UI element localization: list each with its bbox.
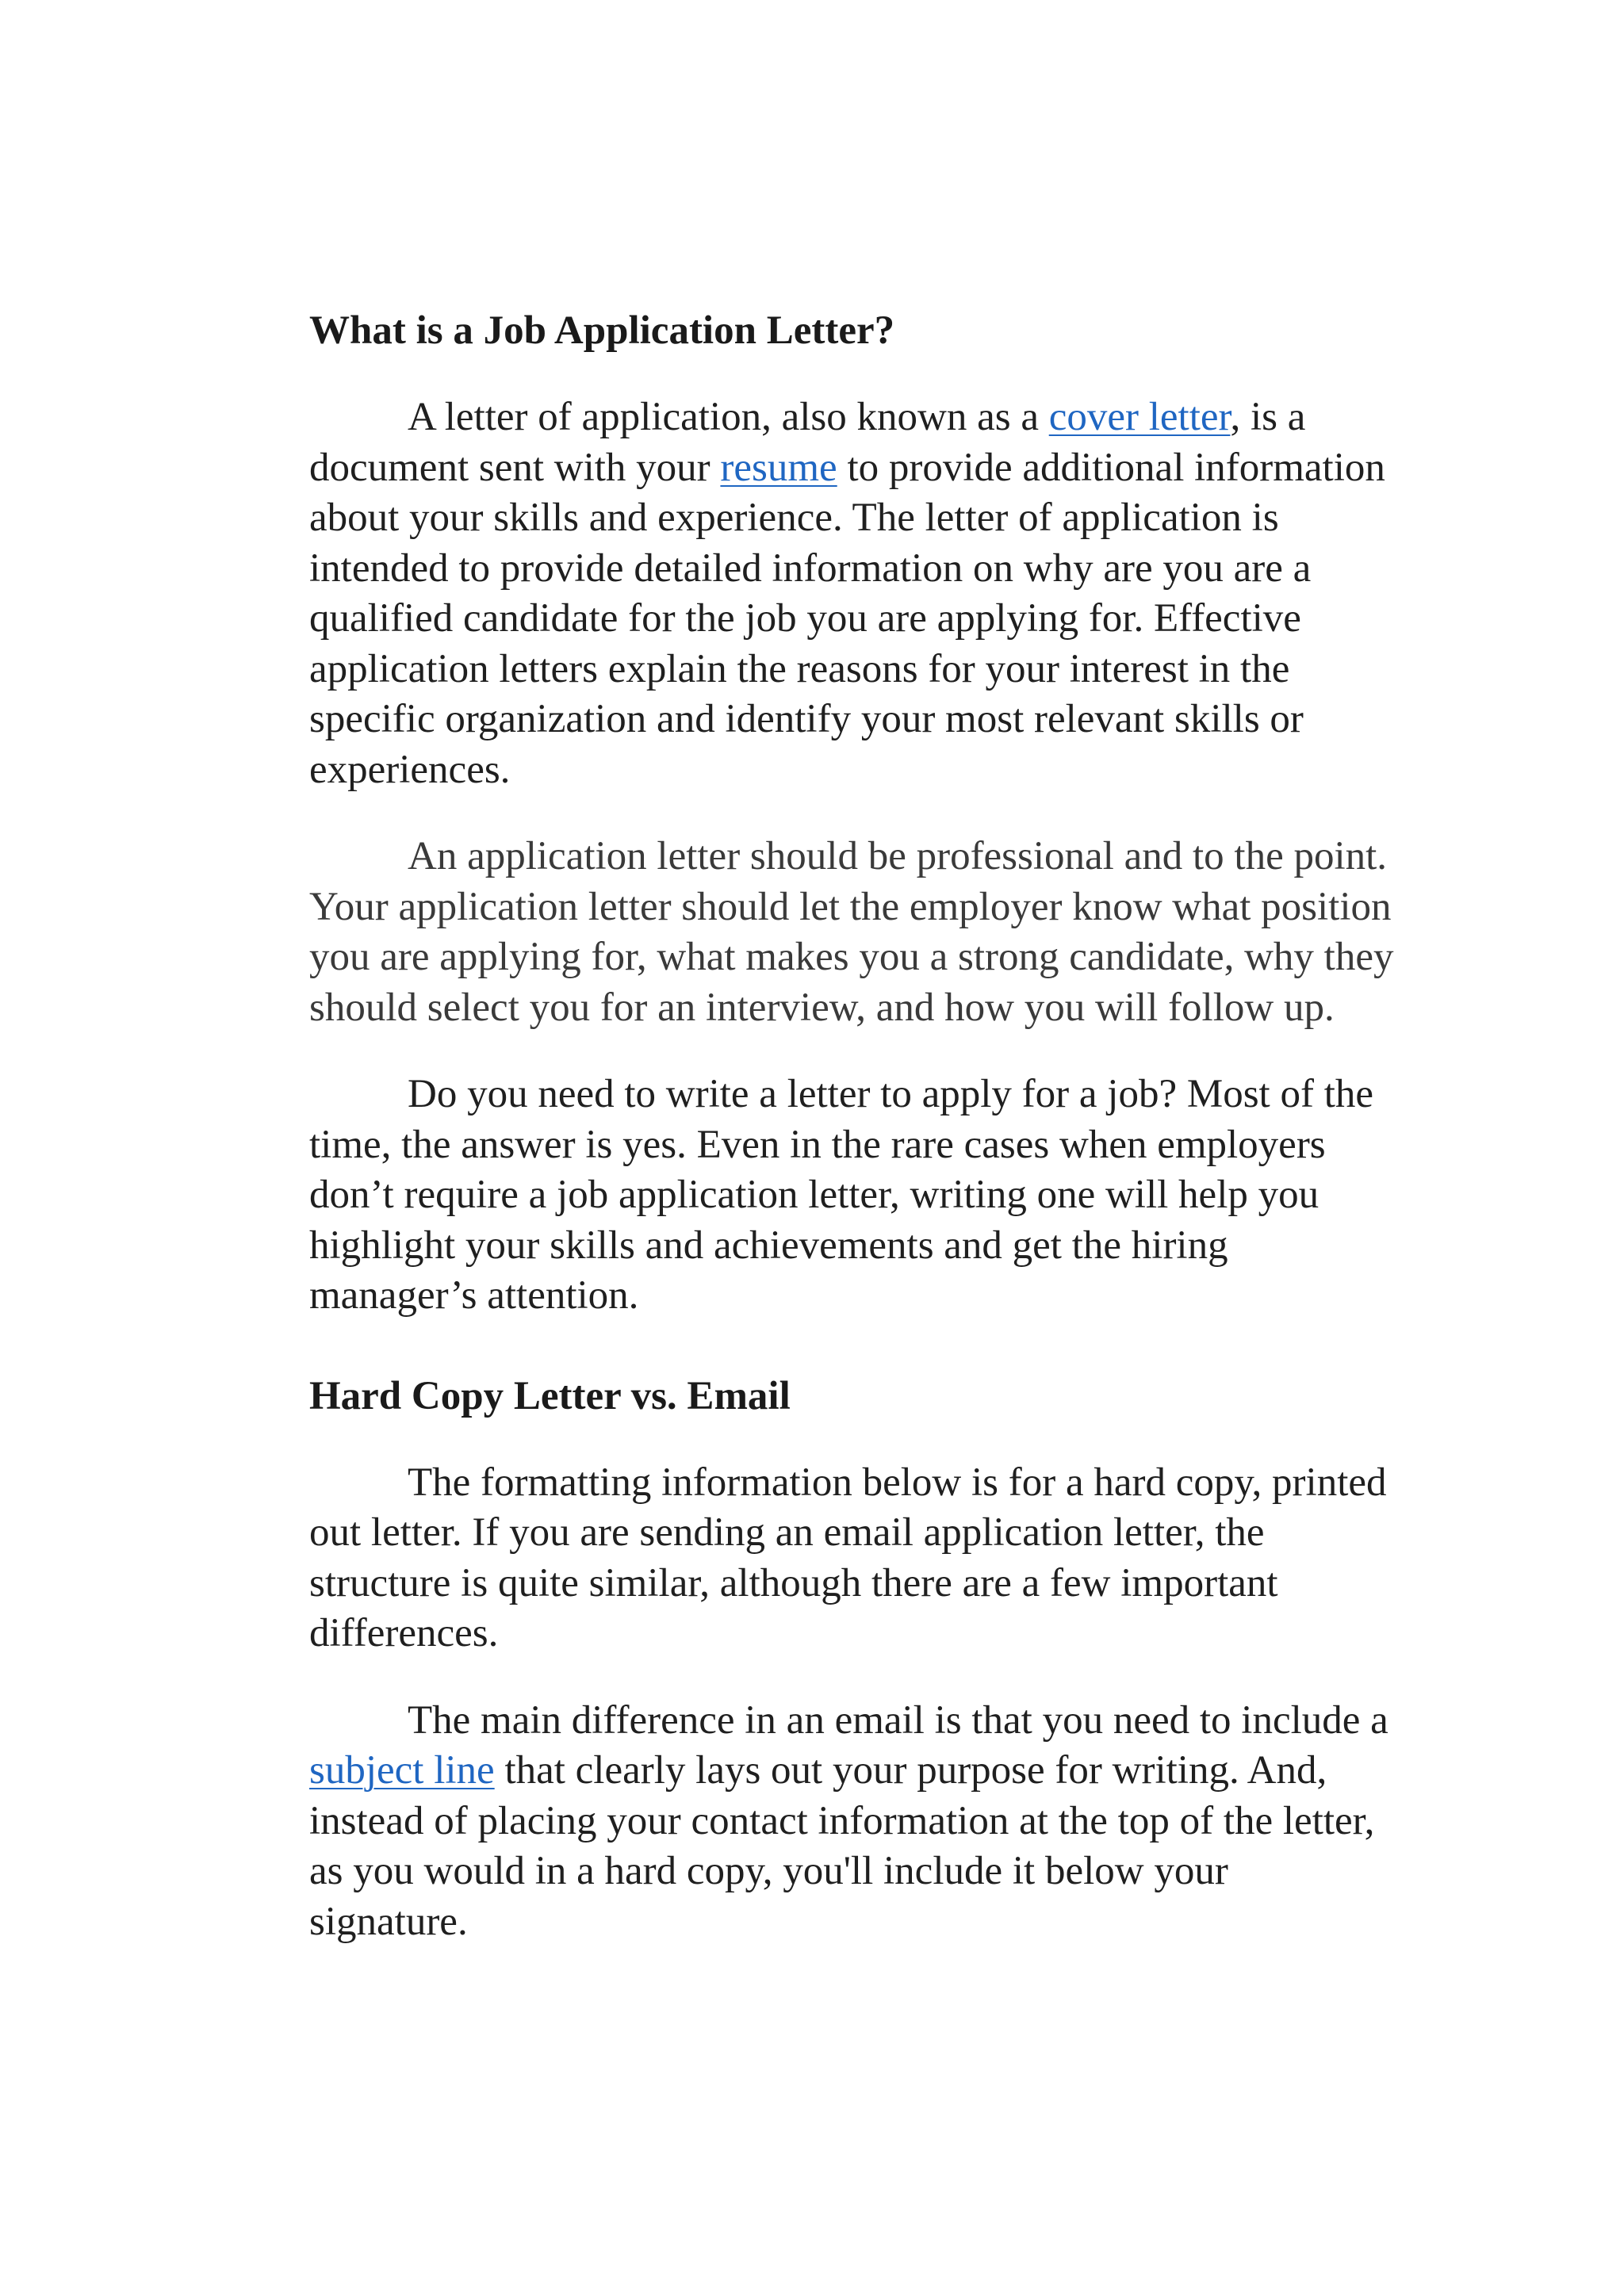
paragraph-email-difference [309, 1696, 1396, 1948]
paragraph-email-text-2: that clearly lays out your purpose for writing. And, instead of placing your contact information at the top of the letter, as you would in a hard copy, you'll include it below your signature. [309, 1748, 1375, 1944]
resume-link[interactable]: resume [720, 445, 837, 490]
heading-what-is-job-application-letter: What is a Job Application Letter? [309, 308, 895, 353]
paragraph-intro-text-2: , is a document sent with your [309, 395, 1306, 490]
paragraph-formatting-info: The formatting information below is for a hard copy, printed out letter. If you are sending an email application letter, the structure is quite similar, although there are a few important differences. [309, 1460, 1387, 1655]
paragraph-professional: An application letter should be professional and to the point. Your application letter should let the employer know what position you are applying for, what makes you a strong candidate, why they should select you for an interview, and how you will follow up. [309, 834, 1394, 1030]
document-page [309, 305, 1396, 1984]
paragraph-intro-text-1: A letter of application, also known as a [408, 395, 1049, 439]
paragraph-email-text-1: The main difference in an email is that you need to include a [408, 1697, 1388, 1743]
subject-line-link[interactable]: subject line [309, 1748, 495, 1793]
heading-hard-copy-vs-email: Hard Copy Letter vs. Email [309, 1373, 791, 1418]
paragraph-intro [309, 392, 1396, 795]
paragraph-need-to-write: Do you need to write a letter to apply for a job? Most of the time, the answer is yes. Even in the rare cases when employers don’t require a job application letter, writing one will help you highlight your skills and achievements and get the hiring manager’s attention. [309, 1072, 1373, 1318]
paragraph-intro-text-3: to provide additional information about your skills and experience. The letter of application is intended to provide detailed information on why are you are a qualified candidate for the job you are applying for. Effective application letters explain the reasons for your interest in the specific organization and identify your most relevant skills or experiences. [309, 445, 1385, 792]
cover-letter-link[interactable]: cover letter [1048, 395, 1231, 439]
